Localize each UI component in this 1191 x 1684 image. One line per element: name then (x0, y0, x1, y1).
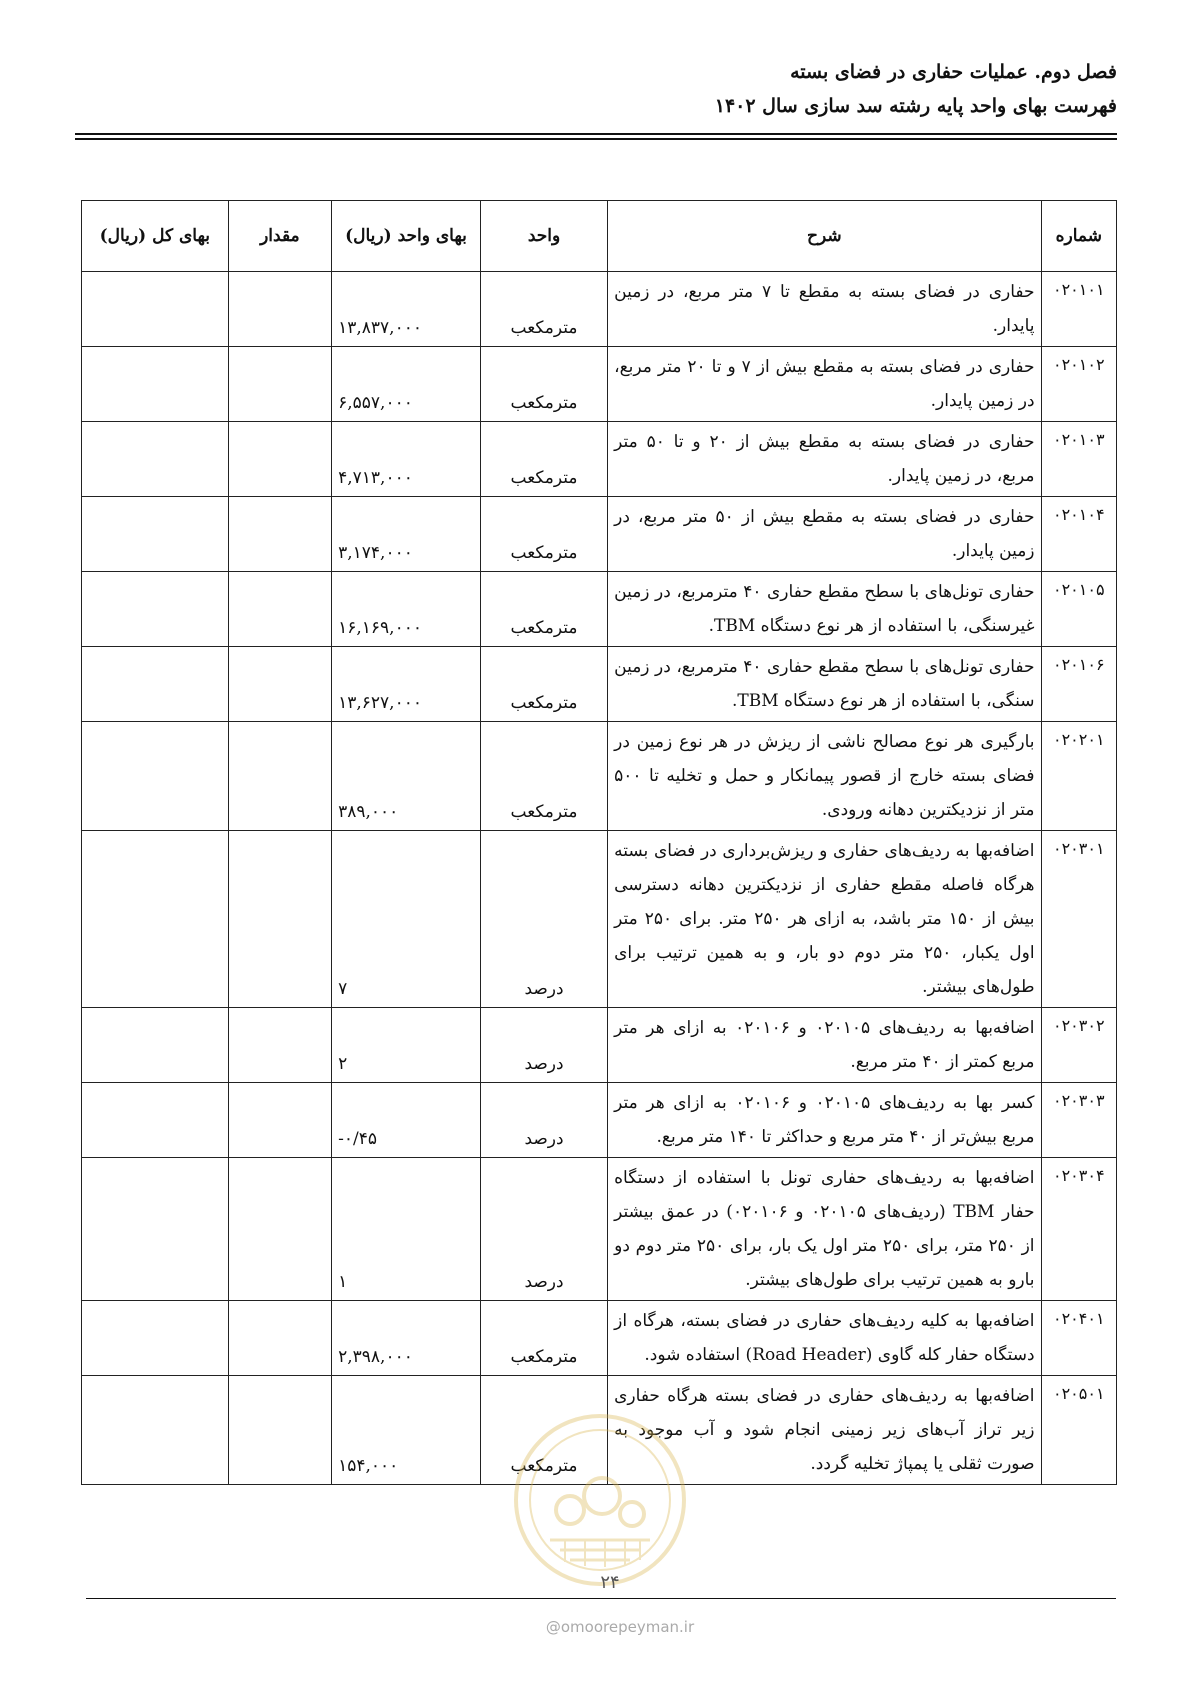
column-header-description: شرح (608, 201, 1041, 272)
item-description: حفاری تونل‌های با سطح مقطع حفاری ۴۰ مترمربع، در زمین سنگی، با استفاده از هر نوع دستگاه TBM. (608, 647, 1041, 722)
item-description: اضافه‌بها به کلیه ردیف‌های حفاری در فضای بسته، هرگاه از دستگاه حفار کله گاوی (Road Header) استفاده شود. (608, 1301, 1041, 1376)
item-total-price (82, 1376, 229, 1485)
item-unit: مترمکعب (480, 347, 607, 422)
table-row (82, 1083, 1117, 1158)
item-total-price (82, 572, 229, 647)
header-divider (75, 133, 1117, 135)
table-row (82, 1158, 1117, 1301)
column-header-total-price: بهای کل (ریال) (82, 201, 229, 272)
item-quantity (228, 272, 332, 347)
table-row (82, 1008, 1117, 1083)
column-header-code: شماره (1041, 201, 1116, 272)
item-quantity (228, 497, 332, 572)
item-description: اضافه‌بها به ردیف‌های حفاری در فضای بسته هرگاه حفاری زیر تراز آب‌های زیر زمینی انجام شود و آب موجود به صورت ثقلی یا پمپاژ تخلیه گردد. (608, 1376, 1041, 1485)
item-code: ۰۲۰۱۰۲ (1041, 347, 1116, 422)
item-quantity (228, 347, 332, 422)
item-total-price (82, 422, 229, 497)
item-description: حفاری در فضای بسته به مقطع تا ۷ متر مربع، در زمین پایدار. (608, 272, 1041, 347)
table-row (82, 647, 1117, 722)
table-body (82, 272, 1117, 1485)
table-row (82, 272, 1117, 347)
item-unit-price: ۲,۳۹۸,۰۰۰ (332, 1301, 481, 1376)
item-unit-price: ۷ (332, 831, 481, 1008)
item-code: ۰۲۰۲۰۱ (1041, 722, 1116, 831)
item-unit-price: ۲ (332, 1008, 481, 1083)
item-code: ۰۲۰۱۰۴ (1041, 497, 1116, 572)
item-quantity (228, 647, 332, 722)
item-code: ۰۲۰۳۰۱ (1041, 831, 1116, 1008)
item-unit: مترمکعب (480, 272, 607, 347)
table-row (82, 722, 1117, 831)
column-header-unit: واحد (480, 201, 607, 272)
item-quantity (228, 1158, 332, 1301)
table-row (82, 347, 1117, 422)
item-description: اضافه‌بها به ردیف‌های ۰۲۰۱۰۵ و ۰۲۰۱۰۶ به ازای هر متر مربع کمتر از ۴۰ متر مربع. (608, 1008, 1041, 1083)
item-description: کسر بها به ردیف‌های ۰۲۰۱۰۵ و ۰۲۰۱۰۶ به ازای هر متر مربع بیش‌تر از ۴۰ متر مربع و حداکثر تا ۱۴۰ متر مربع. (608, 1083, 1041, 1158)
item-code: ۰۲۰۵۰۱ (1041, 1376, 1116, 1485)
item-total-price (82, 497, 229, 572)
item-unit-price: ۱۳,۶۲۷,۰۰۰ (332, 647, 481, 722)
item-quantity (228, 1083, 332, 1158)
item-unit: درصد (480, 831, 607, 1008)
item-quantity (228, 1376, 332, 1485)
item-description: اضافه‌بها به ردیف‌های حفاری تونل با استفاده از دستگاه حفار TBM (ردیف‌های ۰۲۰۱۰۵ و ۰۲۰۱۰۶) در عمق بیشتر از ۲۵۰ متر، برای ۲۵۰ متر اول یک بار، برای ۲۵۰ متر دوم دو بارو به همین ترتیب برای طول‌های بیشتر. (608, 1158, 1041, 1301)
header-divider (75, 138, 1117, 140)
column-header-quantity: مقدار (228, 201, 332, 272)
item-unit-price: ۶,۵۵۷,۰۰۰ (332, 347, 481, 422)
item-unit-price: ۱ (332, 1158, 481, 1301)
item-unit-price: ۳۸۹,۰۰۰ (332, 722, 481, 831)
item-unit: درصد (480, 1008, 607, 1083)
page-header (75, 55, 1117, 123)
item-code: ۰۲۰۱۰۶ (1041, 647, 1116, 722)
item-quantity (228, 1008, 332, 1083)
table-row (82, 572, 1117, 647)
item-total-price (82, 347, 229, 422)
item-code: ۰۲۰۴۰۱ (1041, 1301, 1116, 1376)
item-description: اضافه‌بها به ردیف‌های حفاری و ریزش‌برداری در فضای بسته هرگاه فاصله مقطع حفاری از نزدیکترین دهانه دسترسی بیش از ۱۵۰ متر باشد، به ازای هر ۲۵۰ متر. برای ۲۵۰ متر اول یکبار، ۲۵۰ متر دوم دو بار، و به همین ترتیب برای طول‌های بیشتر. (608, 831, 1041, 1008)
item-unit-price: ۱۳,۸۳۷,۰۰۰ (332, 272, 481, 347)
item-code: ۰۲۰۱۰۱ (1041, 272, 1116, 347)
item-unit-price: -۰/۴۵ (332, 1083, 481, 1158)
document-title: فهرست بهای واحد پایه رشته سد سازی سال ۱۴۰۲ (714, 95, 1117, 117)
item-unit: مترمکعب (480, 1376, 607, 1485)
item-unit: مترمکعب (480, 647, 607, 722)
table-row (82, 831, 1117, 1008)
item-description: حفاری در فضای بسته به مقطع بیش از ۷ و تا ۲۰ متر مربع، در زمین پایدار. (608, 347, 1041, 422)
site-credit: @omoorepeyman.ir (545, 1618, 695, 1636)
item-description: حفاری تونل‌های با سطح مقطع حفاری ۴۰ مترمربع، در زمین غیرسنگی، با استفاده از هر نوع دستگاه TBM. (608, 572, 1041, 647)
item-total-price (82, 1083, 229, 1158)
item-unit: درصد (480, 1158, 607, 1301)
item-code: ۰۲۰۳۰۲ (1041, 1008, 1116, 1083)
item-code: ۰۲۰۱۰۳ (1041, 422, 1116, 497)
item-code: ۰۲۰۱۰۵ (1041, 572, 1116, 647)
item-total-price (82, 722, 229, 831)
item-unit-price: ۴,۷۱۳,۰۰۰ (332, 422, 481, 497)
item-unit: مترمکعب (480, 422, 607, 497)
item-total-price (82, 647, 229, 722)
item-code: ۰۲۰۳۰۳ (1041, 1083, 1116, 1158)
item-quantity (228, 422, 332, 497)
item-unit: مترمکعب (480, 1301, 607, 1376)
item-code: ۰۲۰۳۰۴ (1041, 1158, 1116, 1301)
item-description: حفاری در فضای بسته به مقطع بیش از ۵۰ متر مربع، در زمین پایدار. (608, 497, 1041, 572)
item-description: حفاری در فضای بسته به مقطع بیش از ۲۰ و تا ۵۰ متر مربع، در زمین پایدار. (608, 422, 1041, 497)
table-row (82, 497, 1117, 572)
item-quantity (228, 831, 332, 1008)
watermark-seal (510, 1410, 690, 1590)
item-unit-price: ۱۵۴,۰۰۰ (332, 1376, 481, 1485)
item-unit: مترمکعب (480, 572, 607, 647)
chapter-title: فصل دوم. عملیات حفاری در فضای بسته (790, 61, 1117, 83)
item-total-price (82, 272, 229, 347)
table-row (82, 1301, 1117, 1376)
item-quantity (228, 722, 332, 831)
item-unit: مترمکعب (480, 497, 607, 572)
footer-divider (86, 1598, 1116, 1599)
item-total-price (82, 1301, 229, 1376)
item-quantity (228, 1301, 332, 1376)
table-header-row (82, 201, 1117, 272)
item-quantity (228, 572, 332, 647)
price-list-table (81, 200, 1117, 1485)
item-total-price (82, 831, 229, 1008)
item-unit: درصد (480, 1083, 607, 1158)
item-description: بارگیری هر نوع مصالح ناشی از ریزش در هر نوع زمین در فضای بسته خارج از قصور پیمانکار و حمل و تخلیه تا ۵۰۰ متر از نزدیکترین دهانه ورودی. (608, 722, 1041, 831)
item-unit: مترمکعب (480, 722, 607, 831)
item-total-price (82, 1158, 229, 1301)
item-unit-price: ۱۶,۱۶۹,۰۰۰ (332, 572, 481, 647)
item-total-price (82, 1008, 229, 1083)
table-row (82, 422, 1117, 497)
page-number: ۲۴ (600, 1572, 620, 1593)
column-header-unit-price: بهای واحد (ریال) (332, 201, 481, 272)
item-unit-price: ۳,۱۷۴,۰۰۰ (332, 497, 481, 572)
